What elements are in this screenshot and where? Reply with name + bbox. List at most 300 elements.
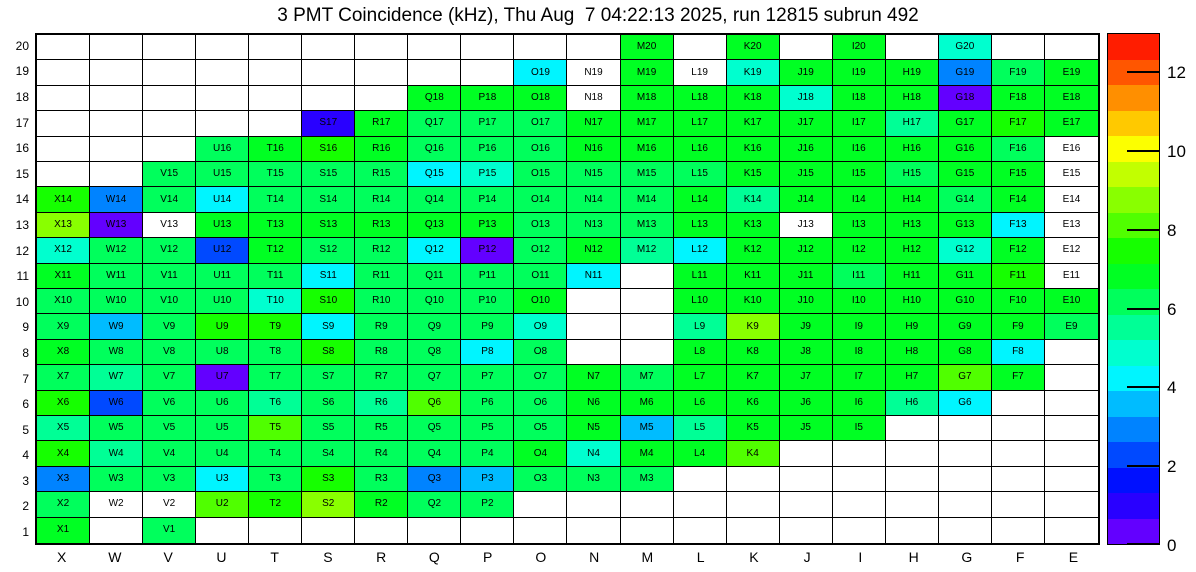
cell-J19: J19: [780, 60, 833, 85]
cell-I14: I14: [833, 187, 886, 212]
col-axis: [35, 547, 1100, 567]
cell-W8: W8: [90, 340, 143, 365]
cell-S17: S17: [302, 111, 355, 136]
cell-L13: L13: [674, 213, 727, 238]
cell-X12: X12: [37, 238, 90, 263]
cell-K12: K12: [727, 238, 780, 263]
cell-S10: S10: [302, 289, 355, 314]
cell-H20: [886, 35, 939, 60]
cell-G11: G11: [939, 264, 992, 289]
cell-T10: T10: [249, 289, 302, 314]
row-label-12: 12: [15, 243, 29, 258]
cell-O4: O4: [514, 441, 567, 466]
cell-R8: R8: [355, 340, 408, 365]
cell-S19: [302, 60, 355, 85]
cell-S15: S15: [302, 162, 355, 187]
cell-N15: N15: [567, 162, 620, 187]
cell-X2: X2: [37, 492, 90, 517]
cell-N3: N3: [567, 467, 620, 492]
cell-M7: M7: [621, 365, 674, 390]
colorbar-tick-label-6: 6: [1167, 299, 1177, 319]
cell-O20: [514, 35, 567, 60]
cell-N17: N17: [567, 111, 620, 136]
cell-T4: T4: [249, 441, 302, 466]
col-label-U: U: [216, 549, 227, 565]
cell-U14: U14: [196, 187, 249, 212]
cell-U13: U13: [196, 213, 249, 238]
cell-W20: [90, 35, 143, 60]
cell-T7: T7: [249, 365, 302, 390]
cell-U5: U5: [196, 416, 249, 441]
cell-Q3: Q3: [408, 467, 461, 492]
cell-X18: [37, 86, 90, 111]
colorbar-band-11: [1108, 289, 1159, 315]
cell-M15: M15: [621, 162, 674, 187]
cell-O17: O17: [514, 111, 567, 136]
cell-J9: J9: [780, 314, 833, 339]
cell-J17: J17: [780, 111, 833, 136]
cell-X10: X10: [37, 289, 90, 314]
colorbar-band-19: [1108, 493, 1159, 519]
cell-J15: J15: [780, 162, 833, 187]
cell-X14: X14: [37, 187, 90, 212]
cell-L1: [674, 518, 727, 543]
cell-K5: K5: [727, 416, 780, 441]
cell-L5: L5: [674, 416, 727, 441]
cell-G5: [939, 416, 992, 441]
row-label-3: 3: [22, 473, 29, 488]
cell-F9: F9: [992, 314, 1045, 339]
row-label-20: 20: [15, 38, 29, 53]
col-label-P: P: [482, 549, 493, 565]
cell-Q14: Q14: [408, 187, 461, 212]
cell-U3: U3: [196, 467, 249, 492]
cell-L4: L4: [674, 441, 727, 466]
cell-P1: [461, 518, 514, 543]
cell-T11: T11: [249, 264, 302, 289]
cell-K10: K10: [727, 289, 780, 314]
cell-S11: S11: [302, 264, 355, 289]
cell-E3: [1045, 467, 1098, 492]
col-label-Q: Q: [428, 549, 440, 565]
cell-F15: F15: [992, 162, 1045, 187]
cell-S4: S4: [302, 441, 355, 466]
cell-P16: P16: [461, 137, 514, 162]
cell-U20: [196, 35, 249, 60]
cell-F12: F12: [992, 238, 1045, 263]
cell-I16: I16: [833, 137, 886, 162]
cell-L17: L17: [674, 111, 727, 136]
cell-E12: E12: [1045, 238, 1098, 263]
cell-M16: M16: [621, 137, 674, 162]
cell-U7: U7: [196, 365, 249, 390]
cell-E2: [1045, 492, 1098, 517]
cell-L18: L18: [674, 86, 727, 111]
cell-O15: O15: [514, 162, 567, 187]
cell-H14: H14: [886, 187, 939, 212]
cell-X13: X13: [37, 213, 90, 238]
cell-P10: P10: [461, 289, 514, 314]
cell-H6: H6: [886, 391, 939, 416]
cell-X1: X1: [37, 518, 90, 543]
cell-H7: H7: [886, 365, 939, 390]
cell-Q2: Q2: [408, 492, 461, 517]
cell-O16: O16: [514, 137, 567, 162]
cell-G6: G6: [939, 391, 992, 416]
cell-W4: W4: [90, 441, 143, 466]
cell-E8: [1045, 340, 1098, 365]
colorbar-band-7: [1108, 187, 1159, 213]
col-label-F: F: [1015, 549, 1025, 565]
cell-Q20: [408, 35, 461, 60]
cell-P9: P9: [461, 314, 514, 339]
cell-V18: [143, 86, 196, 111]
cell-X5: X5: [37, 416, 90, 441]
cell-W2: W2: [90, 492, 143, 517]
cell-J5: J5: [780, 416, 833, 441]
cell-V3: V3: [143, 467, 196, 492]
col-label-V: V: [163, 549, 173, 565]
cell-E18: E18: [1045, 86, 1098, 111]
cell-G13: G13: [939, 213, 992, 238]
cell-M3: M3: [621, 467, 674, 492]
cell-W10: W10: [90, 289, 143, 314]
cell-Q8: Q8: [408, 340, 461, 365]
cell-X3: X3: [37, 467, 90, 492]
cell-O2: [514, 492, 567, 517]
cell-O19: O19: [514, 60, 567, 85]
cell-L16: L16: [674, 137, 727, 162]
cell-V12: V12: [143, 238, 196, 263]
cell-I2: [833, 492, 886, 517]
cell-P11: P11: [461, 264, 514, 289]
cell-Q1: [408, 518, 461, 543]
cell-V13: V13: [143, 213, 196, 238]
cell-M2: [621, 492, 674, 517]
col-label-J: J: [803, 549, 811, 565]
cell-S20: [302, 35, 355, 60]
cell-U9: U9: [196, 314, 249, 339]
cell-W13: W13: [90, 213, 143, 238]
cell-F8: F8: [992, 340, 1045, 365]
cell-G14: G14: [939, 187, 992, 212]
cell-I7: I7: [833, 365, 886, 390]
cell-P8: P8: [461, 340, 514, 365]
colorbar-band-4: [1108, 111, 1159, 137]
cell-R7: R7: [355, 365, 408, 390]
cell-T6: T6: [249, 391, 302, 416]
cell-T17: [249, 111, 302, 136]
cell-V17: [143, 111, 196, 136]
cell-E10: E10: [1045, 289, 1098, 314]
cell-W19: [90, 60, 143, 85]
cell-N5: N5: [567, 416, 620, 441]
cell-L8: L8: [674, 340, 727, 365]
cell-H8: H8: [886, 340, 939, 365]
cell-R9: R9: [355, 314, 408, 339]
cell-R10: R10: [355, 289, 408, 314]
col-label-X: X: [56, 549, 67, 565]
cell-H13: H13: [886, 213, 939, 238]
cell-J14: J14: [780, 187, 833, 212]
cell-N19: N19: [567, 60, 620, 85]
cell-O13: O13: [514, 213, 567, 238]
cell-G16: G16: [939, 137, 992, 162]
cell-P12: P12: [461, 238, 514, 263]
colorbar-band-3: [1108, 85, 1159, 111]
cell-J18: J18: [780, 86, 833, 111]
cell-H9: H9: [886, 314, 939, 339]
cell-H1: [886, 518, 939, 543]
cell-S14: S14: [302, 187, 355, 212]
cell-O6: O6: [514, 391, 567, 416]
cell-U12: U12: [196, 238, 249, 263]
cell-P13: P13: [461, 213, 514, 238]
row-label-14: 14: [15, 192, 29, 207]
cell-W11: W11: [90, 264, 143, 289]
colorbar-tick-label-2: 2: [1167, 457, 1177, 477]
cell-O1: [514, 518, 567, 543]
cell-F17: F17: [992, 111, 1045, 136]
cell-W3: W3: [90, 467, 143, 492]
cell-Q7: Q7: [408, 365, 461, 390]
cell-X20: [37, 35, 90, 60]
cell-F20: [992, 35, 1045, 60]
cell-K3: [727, 467, 780, 492]
cell-P3: P3: [461, 467, 514, 492]
cell-O8: O8: [514, 340, 567, 365]
cell-N14: N14: [567, 187, 620, 212]
cell-S13: S13: [302, 213, 355, 238]
row-label-15: 15: [15, 166, 29, 181]
cell-Q5: Q5: [408, 416, 461, 441]
cell-V16: [143, 137, 196, 162]
cell-O7: O7: [514, 365, 567, 390]
cell-E20: [1045, 35, 1098, 60]
cell-F10: F10: [992, 289, 1045, 314]
cell-V2: V2: [143, 492, 196, 517]
cell-R5: R5: [355, 416, 408, 441]
row-label-8: 8: [22, 345, 29, 360]
colorbar-band-13: [1108, 340, 1159, 366]
colorbar: [1107, 33, 1160, 545]
colorbar-band-8: [1108, 213, 1159, 239]
cell-T8: T8: [249, 340, 302, 365]
cell-M19: M19: [621, 60, 674, 85]
cell-U19: [196, 60, 249, 85]
cell-M18: M18: [621, 86, 674, 111]
colorbar-band-15: [1108, 391, 1159, 417]
cell-U2: U2: [196, 492, 249, 517]
cell-L20: [674, 35, 727, 60]
cell-E7: [1045, 365, 1098, 390]
colorbar-band-6: [1108, 162, 1159, 188]
cell-W9: W9: [90, 314, 143, 339]
cell-J20: [780, 35, 833, 60]
cell-V5: V5: [143, 416, 196, 441]
cell-Q13: Q13: [408, 213, 461, 238]
cell-R19: [355, 60, 408, 85]
cell-K4: K4: [727, 441, 780, 466]
cell-V11: V11: [143, 264, 196, 289]
cell-T15: T15: [249, 162, 302, 187]
row-label-5: 5: [22, 422, 29, 437]
cell-M10: [621, 289, 674, 314]
cell-R4: R4: [355, 441, 408, 466]
cell-G9: G9: [939, 314, 992, 339]
cell-R13: R13: [355, 213, 408, 238]
cell-T13: T13: [249, 213, 302, 238]
cell-P2: P2: [461, 492, 514, 517]
cell-G15: G15: [939, 162, 992, 187]
cell-O3: O3: [514, 467, 567, 492]
cell-T18: [249, 86, 302, 111]
cell-T14: T14: [249, 187, 302, 212]
cell-J13: J13: [780, 213, 833, 238]
row-label-9: 9: [22, 320, 29, 335]
cell-G3: [939, 467, 992, 492]
cell-K15: K15: [727, 162, 780, 187]
cell-S5: S5: [302, 416, 355, 441]
row-label-4: 4: [22, 448, 29, 463]
col-label-R: R: [376, 549, 387, 565]
cell-L14: L14: [674, 187, 727, 212]
cell-V10: V10: [143, 289, 196, 314]
cell-N6: N6: [567, 391, 620, 416]
cell-J11: J11: [780, 264, 833, 289]
cell-N11: N11: [567, 264, 620, 289]
cell-J10: J10: [780, 289, 833, 314]
cell-F6: [992, 391, 1045, 416]
cell-S7: S7: [302, 365, 355, 390]
cell-E5: [1045, 416, 1098, 441]
cell-R3: R3: [355, 467, 408, 492]
row-label-19: 19: [15, 64, 29, 79]
row-label-2: 2: [22, 499, 29, 514]
cell-U18: [196, 86, 249, 111]
cell-L6: L6: [674, 391, 727, 416]
cell-K19: K19: [727, 60, 780, 85]
col-label-W: W: [108, 549, 122, 565]
cell-Q18: Q18: [408, 86, 461, 111]
cell-P17: P17: [461, 111, 514, 136]
cell-F19: F19: [992, 60, 1045, 85]
cell-G17: G17: [939, 111, 992, 136]
cell-G2: [939, 492, 992, 517]
col-label-N: N: [589, 549, 600, 565]
cell-K6: K6: [727, 391, 780, 416]
cell-K11: K11: [727, 264, 780, 289]
cell-F16: F16: [992, 137, 1045, 162]
cell-U1: [196, 518, 249, 543]
row-label-10: 10: [15, 294, 29, 309]
cell-K20: K20: [727, 35, 780, 60]
cell-H12: H12: [886, 238, 939, 263]
cell-R17: R17: [355, 111, 408, 136]
cell-I3: [833, 467, 886, 492]
cell-J7: J7: [780, 365, 833, 390]
cell-F13: F13: [992, 213, 1045, 238]
cell-E14: E14: [1045, 187, 1098, 212]
cell-R1: [355, 518, 408, 543]
cell-I19: I19: [833, 60, 886, 85]
cell-Q15: Q15: [408, 162, 461, 187]
cell-L3: [674, 467, 727, 492]
cell-X6: X6: [37, 391, 90, 416]
cell-F11: F11: [992, 264, 1045, 289]
cell-W7: W7: [90, 365, 143, 390]
cell-K8: K8: [727, 340, 780, 365]
colorbar-band-17: [1108, 442, 1159, 468]
cell-O18: O18: [514, 86, 567, 111]
cell-V9: V9: [143, 314, 196, 339]
cell-L7: L7: [674, 365, 727, 390]
cell-X9: X9: [37, 314, 90, 339]
cell-Q9: Q9: [408, 314, 461, 339]
cell-W14: W14: [90, 187, 143, 212]
cell-G19: G19: [939, 60, 992, 85]
cell-J12: J12: [780, 238, 833, 263]
cell-T1: [249, 518, 302, 543]
cell-P14: P14: [461, 187, 514, 212]
cell-T16: T16: [249, 137, 302, 162]
cell-I17: I17: [833, 111, 886, 136]
cell-Q6: Q6: [408, 391, 461, 416]
row-label-6: 6: [22, 397, 29, 412]
cell-I13: I13: [833, 213, 886, 238]
cell-N4: N4: [567, 441, 620, 466]
cell-E9: E9: [1045, 314, 1098, 339]
cell-P20: [461, 35, 514, 60]
cell-S6: S6: [302, 391, 355, 416]
heatmap-grid: [35, 33, 1100, 545]
cell-R18: [355, 86, 408, 111]
cell-P5: P5: [461, 416, 514, 441]
cell-L19: L19: [674, 60, 727, 85]
cell-M12: M12: [621, 238, 674, 263]
cell-G1: [939, 518, 992, 543]
cell-H17: H17: [886, 111, 939, 136]
cell-H18: H18: [886, 86, 939, 111]
cell-H19: H19: [886, 60, 939, 85]
cell-W5: W5: [90, 416, 143, 441]
cell-E11: E11: [1045, 264, 1098, 289]
cell-N16: N16: [567, 137, 620, 162]
cell-I4: [833, 441, 886, 466]
cell-E15: E15: [1045, 162, 1098, 187]
cell-W16: [90, 137, 143, 162]
cell-P19: [461, 60, 514, 85]
cell-P4: P4: [461, 441, 514, 466]
cell-W15: [90, 162, 143, 187]
cell-P7: P7: [461, 365, 514, 390]
colorbar-band-18: [1108, 468, 1159, 494]
cell-G20: G20: [939, 35, 992, 60]
cell-I6: I6: [833, 391, 886, 416]
cell-U15: U15: [196, 162, 249, 187]
cell-Q4: Q4: [408, 441, 461, 466]
cell-V20: [143, 35, 196, 60]
col-label-S: S: [323, 549, 333, 565]
cell-I5: I5: [833, 416, 886, 441]
cell-N18: N18: [567, 86, 620, 111]
cell-V1: V1: [143, 518, 196, 543]
colorbar-band-20: [1108, 519, 1159, 545]
cell-P15: P15: [461, 162, 514, 187]
cell-I8: I8: [833, 340, 886, 365]
cell-E19: E19: [1045, 60, 1098, 85]
cell-U10: U10: [196, 289, 249, 314]
